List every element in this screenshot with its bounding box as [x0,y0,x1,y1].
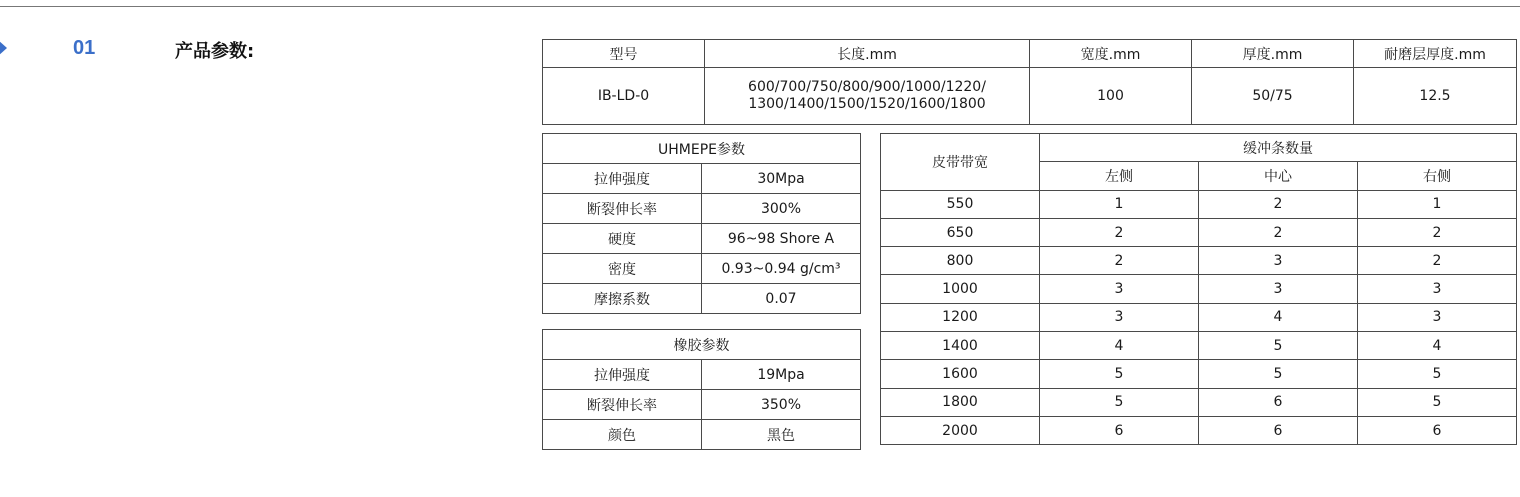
belt-width-cell: 1600 [881,360,1040,388]
left-count-cell: 5 [1040,360,1199,388]
belt-width-cell: 800 [881,247,1040,275]
belt-width-cell: 1200 [881,303,1040,331]
belt-width-cell: 650 [881,218,1040,246]
right-count-cell: 5 [1358,388,1517,416]
param-label: 断裂伸长率 [543,390,702,420]
center-count-cell: 3 [1199,275,1358,303]
param-label: 密度 [543,254,702,284]
left-count-cell: 3 [1040,275,1199,303]
left-count-cell: 4 [1040,332,1199,360]
buffer-strip-table [880,133,1517,445]
param-value: 黑色 [702,420,861,450]
header-buffer-count: 缓冲条数量 [1040,134,1517,162]
left-count-cell: 3 [1040,303,1199,331]
right-count-cell: 3 [1358,303,1517,331]
table-row [881,275,1517,303]
header-center: 中心 [1199,162,1358,190]
table-row [543,284,861,314]
section-arrow-icon [0,40,7,56]
param-label: 硬度 [543,224,702,254]
left-count-cell: 5 [1040,388,1199,416]
table-row [881,332,1517,360]
center-count-cell: 2 [1199,190,1358,218]
param-value: 350% [702,390,861,420]
header-wear-layer: 耐磨层厚度.mm [1354,40,1517,68]
belt-width-cell: 1400 [881,332,1040,360]
length-line-2: 1300/1400/1500/1520/1600/1800 [748,96,986,112]
right-count-cell: 4 [1358,332,1517,360]
belt-width-cell: 1800 [881,388,1040,416]
table-row [881,247,1517,275]
header-length: 长度.mm [705,40,1030,68]
table-row [543,390,861,420]
rubber-table [542,329,861,450]
center-count-cell: 5 [1199,360,1358,388]
param-label: 拉伸强度 [543,164,702,194]
right-count-cell: 2 [1358,218,1517,246]
left-count-cell: 1 [1040,190,1199,218]
header-right: 右侧 [1358,162,1517,190]
table-row [543,360,861,390]
belt-width-cell: 1000 [881,275,1040,303]
center-count-cell: 2 [1199,218,1358,246]
cell-width: 100 [1030,68,1192,125]
section-number: 01 [73,37,96,59]
spec-header-row [543,40,1517,68]
table-row [543,194,861,224]
center-count-cell: 6 [1199,388,1358,416]
rubber-title: 橡胶参数 [543,330,861,360]
center-count-cell: 6 [1199,416,1358,444]
header-model: 型号 [543,40,705,68]
param-label: 摩擦系数 [543,284,702,314]
belt-width-cell: 2000 [881,416,1040,444]
cell-model: IB-LD-0 [543,68,705,125]
table-row [543,254,861,284]
belt-width-cell: 550 [881,190,1040,218]
table-row [881,303,1517,331]
left-count-cell: 2 [1040,218,1199,246]
cell-wear-layer: 12.5 [1354,68,1517,125]
spec-table [542,39,1517,125]
param-value: 0.07 [702,284,861,314]
left-count-cell: 6 [1040,416,1199,444]
header-belt-width: 皮带带宽 [881,134,1040,191]
param-label: 颜色 [543,420,702,450]
center-count-cell: 3 [1199,247,1358,275]
uhmwpe-title: UHMEPE参数 [543,134,861,164]
table-row [543,224,861,254]
table-row [881,360,1517,388]
table-row [881,416,1517,444]
spec-data-row [543,68,1517,125]
right-count-cell: 2 [1358,247,1517,275]
top-divider [0,6,1520,7]
right-count-cell: 3 [1358,275,1517,303]
table-row [543,420,861,450]
cell-thickness: 50/75 [1192,68,1354,125]
param-value: 300% [702,194,861,224]
uhmwpe-table [542,133,861,314]
header-left: 左侧 [1040,162,1199,190]
buffer-table-body [881,190,1517,445]
section-title: 产品参数: [175,41,255,62]
param-label: 断裂伸长率 [543,194,702,224]
right-count-cell: 6 [1358,416,1517,444]
param-value: 30Mpa [702,164,861,194]
header-thickness: 厚度.mm [1192,40,1354,68]
table-row [881,388,1517,416]
param-label: 拉伸强度 [543,360,702,390]
right-count-cell: 1 [1358,190,1517,218]
param-value: 19Mpa [702,360,861,390]
header-width: 宽度.mm [1030,40,1192,68]
right-count-cell: 5 [1358,360,1517,388]
center-count-cell: 4 [1199,303,1358,331]
param-value: 0.93~0.94 g/cm³ [702,254,861,284]
table-row [881,190,1517,218]
param-value: 96~98 Shore A [702,224,861,254]
cell-length [705,68,1030,125]
center-count-cell: 5 [1199,332,1358,360]
table-row [543,164,861,194]
table-row [881,218,1517,246]
length-line-1: 600/700/750/800/900/1000/1220/ [748,79,986,95]
left-count-cell: 2 [1040,247,1199,275]
